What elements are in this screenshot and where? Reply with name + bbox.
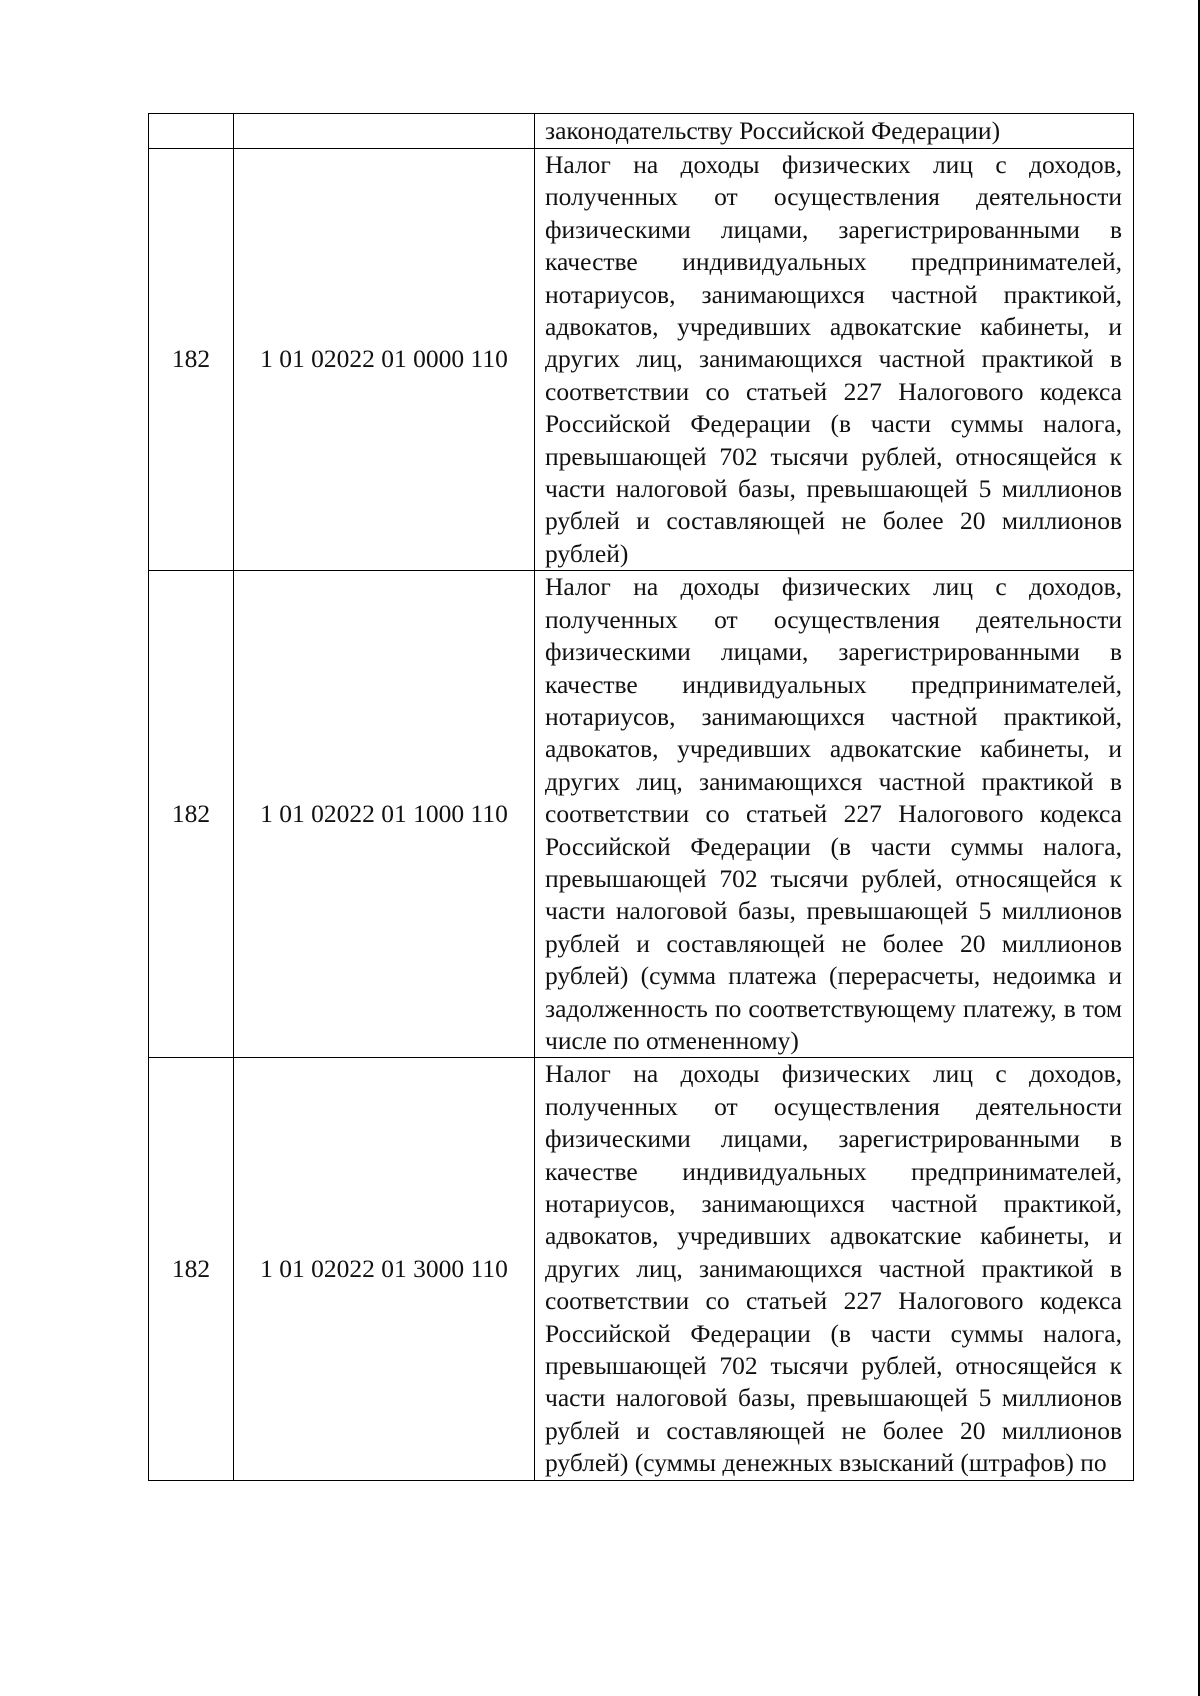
admin-code-cell bbox=[149, 114, 234, 149]
description-cell bbox=[535, 149, 1134, 571]
table-row bbox=[149, 571, 1134, 1058]
admin-code-cell: 182 bbox=[149, 571, 234, 1058]
kbk-code-cell: 1 01 02022 01 1000 110 bbox=[234, 571, 535, 1058]
description-text: Налог на доходы физических лиц с доходов, полученных от осуществления деятельности физическими лицами, зарегистрированными в качестве индивидуальных предпринимателей, нотариусов, занимающихся частной практикой, адвокатов, учредивших адвокатские кабинеты, и других лиц, занимающихся частной практикой в соответствии со статьей 227 Налогового кодекса Российской Федерации (в части суммы налога, превышающей 702 тысячи рублей, относящейся к части налоговой базы, превышающей 5 миллионов рублей и составляющей не более 20 миллионов рублей) (сумма платежа (перерасчеты, недоимка и задолженность по соответствующему платежу, в том числе по отмененному) bbox=[545, 572, 1122, 1055]
description-text: Налог на доходы физических лиц с доходов, полученных от осуществления деятельности физическими лицами, зарегистрированными в качестве индивидуальных предпринимателей, нотариусов, занимающихся частной практикой, адвокатов, учредивших адвокатские кабинеты, и других лиц, занимающихся частной практикой в соответствии со статьей 227 Налогового кодекса Российской Федерации (в части суммы налога, превышающей 702 тысячи рублей, относящейся к части налоговой базы, превышающей 5 миллионов рублей и составляющей не более 20 миллионов рублей) bbox=[545, 150, 1122, 568]
admin-code-cell: 182 bbox=[149, 1058, 234, 1480]
table-row bbox=[149, 114, 1134, 149]
table-row bbox=[149, 1058, 1134, 1480]
description-text: Налог на доходы физических лиц с доходов, полученных от осуществления деятельности физическими лицами, зарегистрированными в качестве индивидуальных предпринимателей, нотариусов, занимающихся частной практикой, адвокатов, учредивших адвокатские кабинеты, и других лиц, занимающихся частной практикой в соответствии со статьей 227 Налогового кодекса Российской Федерации (в части суммы налога, превышающей 702 тысячи рублей, относящейся к части налоговой базы, превышающей 5 миллионов рублей и составляющей не более 20 миллионов рублей) (суммы денежных взысканий (штрафов) по bbox=[545, 1059, 1122, 1478]
description-cell bbox=[535, 1058, 1134, 1480]
description-cell bbox=[535, 114, 1134, 149]
kbk-code-cell bbox=[234, 114, 535, 149]
budget-classification-table bbox=[148, 113, 1134, 1481]
description-cell bbox=[535, 571, 1134, 1058]
admin-code-cell: 182 bbox=[149, 149, 234, 571]
kbk-code-cell: 1 01 02022 01 0000 110 bbox=[234, 149, 535, 571]
kbk-code-cell: 1 01 02022 01 3000 110 bbox=[234, 1058, 535, 1480]
table-row bbox=[149, 149, 1134, 571]
description-text: законодательству Российской Федерации) bbox=[545, 115, 1001, 145]
